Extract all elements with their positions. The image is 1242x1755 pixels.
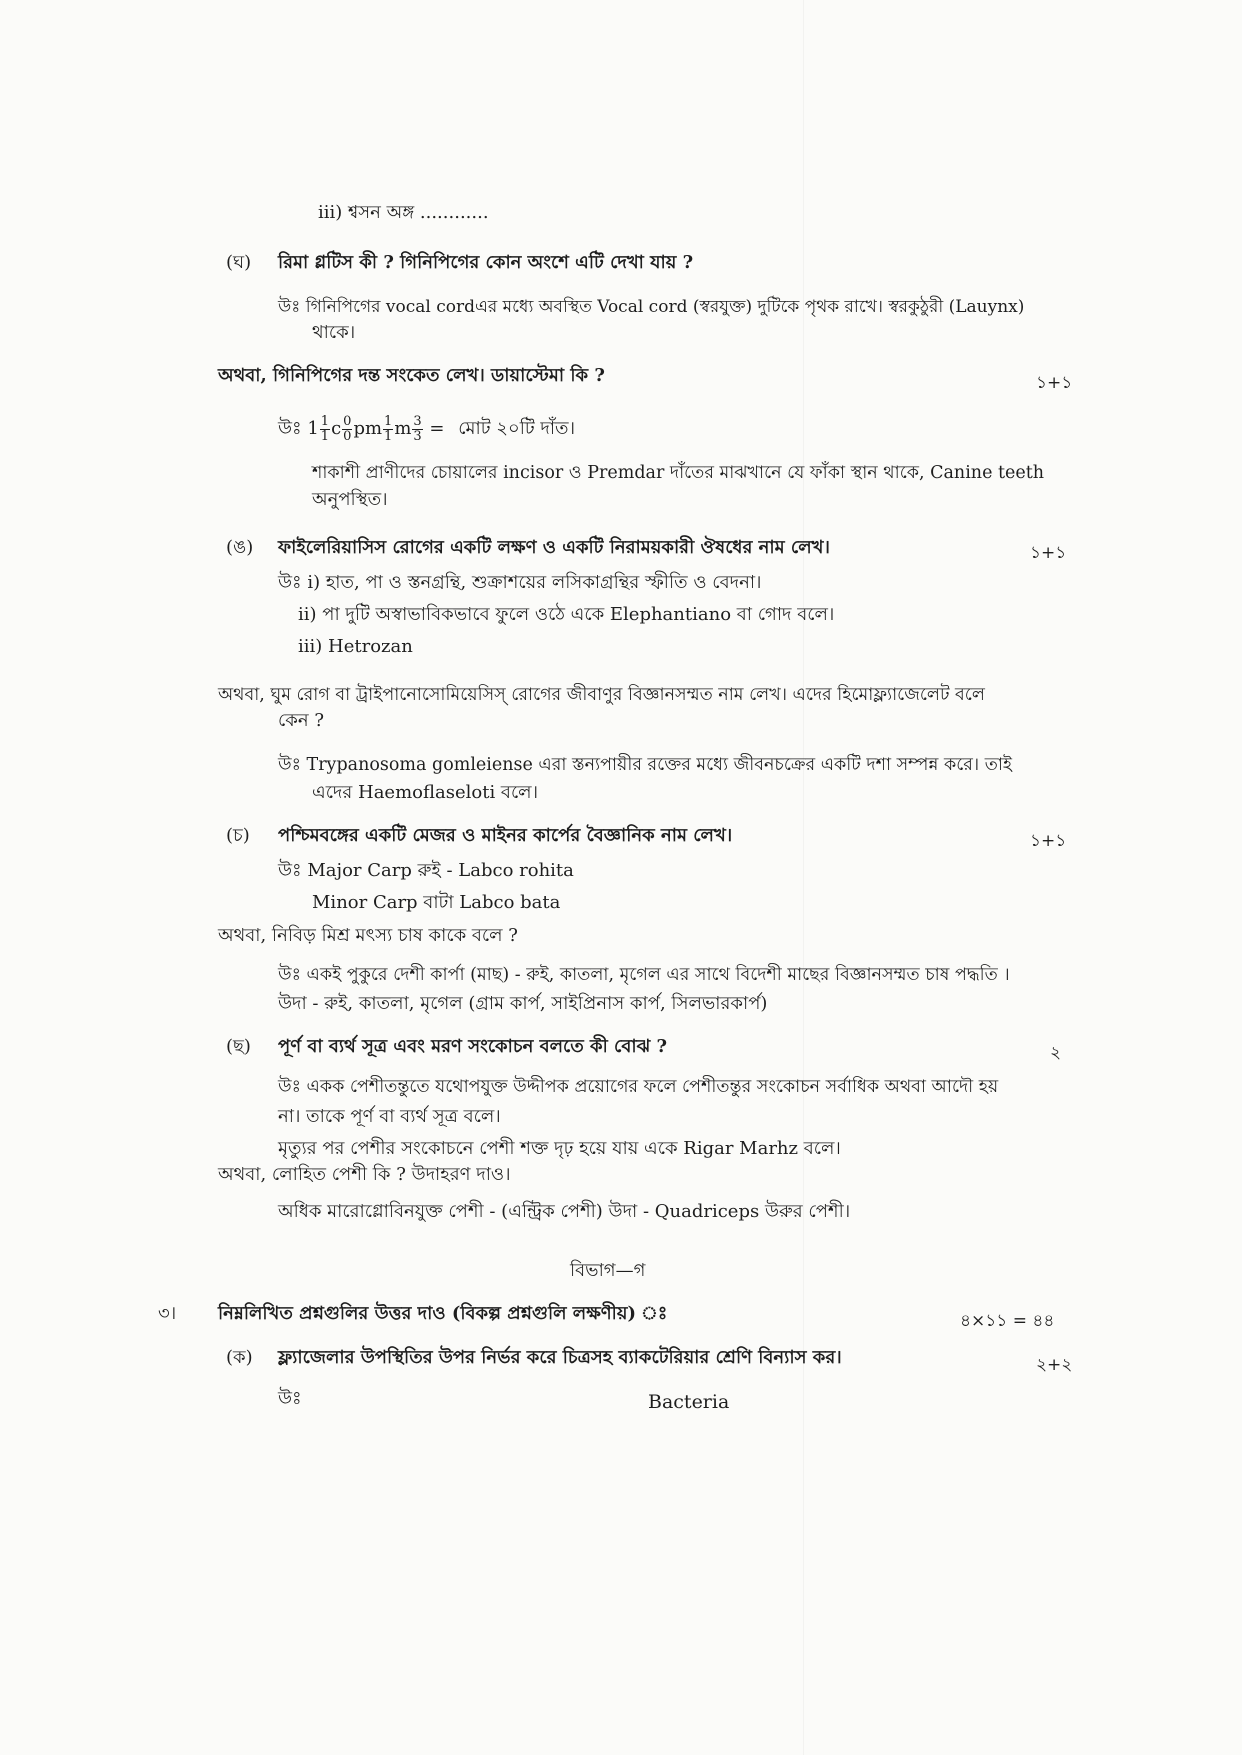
or-answer-cha-line2: উদা - রুই, কাতলা, মৃগেল (গ্রাম কার্প, সাইপ্রিনাস কার্প, সিলভারকার্প): [278, 993, 768, 1014]
question-cha: পশ্চিমবঙ্গের একটি মেজর ও মাইনর কার্পের বৈজ্ঞানিক নাম লেখ।: [278, 825, 733, 846]
question-label-uma: (ঙ): [226, 537, 254, 558]
or-answer-chha: অধিক মারোগ্লোবিনযুক্ত পেশী - (এন্ট্রিক পেশী) উদা - Quadriceps উরুর পেশী।: [278, 1201, 851, 1222]
fraction-canine: $\frac{0}{0}$: [343, 413, 352, 444]
formula-c: c: [331, 418, 342, 439]
marks-chha: ২: [1050, 1043, 1062, 1063]
part-ga-total-marks: ৪×১১ = ৪৪: [960, 1311, 1055, 1331]
question-ka: ফ্ল্যাজেলার উপস্থিতির উপর নির্ভর করে চিত্রসহ ব্যাকটেরিয়ার শ্রেণি বিন্যাস কর।: [278, 1347, 842, 1368]
formula-pm: pm: [353, 418, 383, 439]
answer-chha-line1: উঃ একক পেশীতন্তুতে যথোপযুক্ত উদ্দীপক প্রয়োগের ফলে পেশীতন্তুর সংকোচন সর্বাধিক অথবা আদৌ হয়: [278, 1077, 999, 1097]
or-question-uma-line1: অথবা, ঘুম রোগ বা ট্রাইপানোসোমিয়েসিস্ রোগের জীবাণুর বিজ্ঞানসম্মত নাম লেখ। এদের হিমোফ্ল্যাজেলেট বলে: [218, 685, 985, 705]
answer-chha-line2: না। তাকে পূর্ণ বা ব্যর্থ সূত্র বলে।: [278, 1106, 501, 1127]
marks-ka: ২+২: [1036, 1355, 1073, 1375]
or-answer-uma-line1: উঃ Trypanosoma gomleiense এরা স্তন্যপায়ীর রক্তের মধ্যে জীবনচক্রের একটি দশা সম্পন্ন করে। তাই: [278, 755, 1012, 775]
prev-item-iii: iii) শ্বসন অঙ্গ ............: [318, 202, 489, 223]
formula-equals: =: [429, 418, 445, 439]
answer-cha-line2: Minor Carp বাটা Labco bata: [312, 892, 561, 913]
page-fold-line: [803, 0, 804, 1755]
question-label-gha: (ঘ): [226, 252, 252, 273]
answer-uma-line2: ii) পা দুটি অস্বাভাবিকভাবে ফুলে ওঠে একে Elephantiano বা গোদ বলে।: [298, 604, 835, 625]
question-number-3: ৩।: [158, 1303, 177, 1324]
or-question-cha: অথবা, নিবিড় মিশ্র মৎস্য চাষ কাকে বলে ?: [218, 925, 518, 946]
fraction-molar: $\frac{3}{3}$: [413, 413, 422, 444]
formula-prefix: উঃ 1: [278, 418, 319, 439]
question-gha: রিমা গ্লটিস কী ? গিনিপিগের কোন অংশে এটি দেখা যায় ?: [278, 252, 694, 273]
answer-cha-line1: উঃ Major Carp রুই - Labco rohita: [278, 860, 574, 881]
or-answer-gha-line1: শাকাশী প্রাণীদের চোয়ালের incisor ও Premdar দাঁতের মাঝখানে যে ফাঁকা স্থান থাকে, Canine teeth: [312, 463, 1045, 483]
or-answer-gha-line2: অনুপস্থিত।: [312, 489, 388, 510]
answer-ka-prefix: উঃ: [278, 1388, 302, 1409]
formula-m: m: [394, 418, 412, 439]
answer-uma-line1: উঃ i) হাত, পা ও স্তনগ্রন্থি, শুক্রাশয়ের লসিকাগ্রন্থির স্ফীতি ও বেদনা।: [278, 572, 762, 593]
question-chha: পূর্ণ বা ব্যর্থ সূত্র এবং মরণ সংকোচন বলতে কী বোঝ ?: [278, 1036, 668, 1057]
or-question-uma-line2: কেন ?: [278, 710, 325, 731]
or-answer-uma-line2: এদের Haemoflaseloti বলে।: [312, 782, 539, 803]
dental-formula: [278, 412, 575, 446]
question-label-cha: (চ): [226, 825, 250, 846]
question-label-ka: (ক): [226, 1347, 253, 1368]
part-ga-instruction: নিম্নলিখিত প্রশ্নগুলির উত্তর দাও (বিকল্প প্রশ্নগুলি লক্ষণীয়) ঃ: [218, 1303, 668, 1324]
or-question-gha: অথবা, গিনিপিগের দন্ত সংকেত লেখ। ডায়াস্টেমা কি ?: [218, 365, 605, 386]
or-question-chha: অথবা, লোহিত পেশী কি ? উদাহরণ দাও।: [218, 1164, 511, 1185]
formula-total: মোট ২০টি দাঁত।: [458, 418, 576, 439]
fraction-premolar: $\frac{1}{1}$: [384, 413, 393, 444]
question-label-chha: (ছ): [226, 1036, 251, 1057]
answer-gha-line2: থাকে।: [312, 322, 356, 343]
marks-uma: ১+১: [1030, 543, 1067, 563]
answer-uma-line3: iii) Hetrozan: [298, 636, 413, 657]
marks-gha: ১+১: [1036, 373, 1073, 393]
marks-cha: ১+১: [1030, 831, 1067, 851]
question-uma: ফাইলেরিয়াসিস রোগের একটি লক্ষণ ও একটি নিরাময়কারী ঔষধের নাম লেখ।: [278, 537, 830, 558]
part-ga-heading: বিভাগ—গ: [570, 1260, 646, 1281]
or-answer-cha-line1: উঃ একই পুকুরে দেশী কার্পা (মাছ) - রুই, কাতলা, মৃগেল এর সাথে বিদেশী মাছের বিজ্ঞানসম্মত চাষ পদ্ধতি ।: [278, 965, 1010, 985]
answer-chha-line3: মৃত্যুর পর পেশীর সংকোচনে পেশী শক্ত দৃঢ় হয়ে যায় একে Rigar Marhz বলে।: [278, 1138, 841, 1159]
fraction-incisor: $\frac{1}{1}$: [320, 413, 330, 444]
answer-gha-line1: উঃ গিনিপিগের vocal cordএর মধ্যে অবস্থিত Vocal cord (স্বরযুক্ত) দুটিকে পৃথক রাখে। স্বরকুঠুরী (Lauynx): [278, 297, 1025, 317]
answer-ka-bacteria-title: Bacteria: [648, 1391, 730, 1413]
